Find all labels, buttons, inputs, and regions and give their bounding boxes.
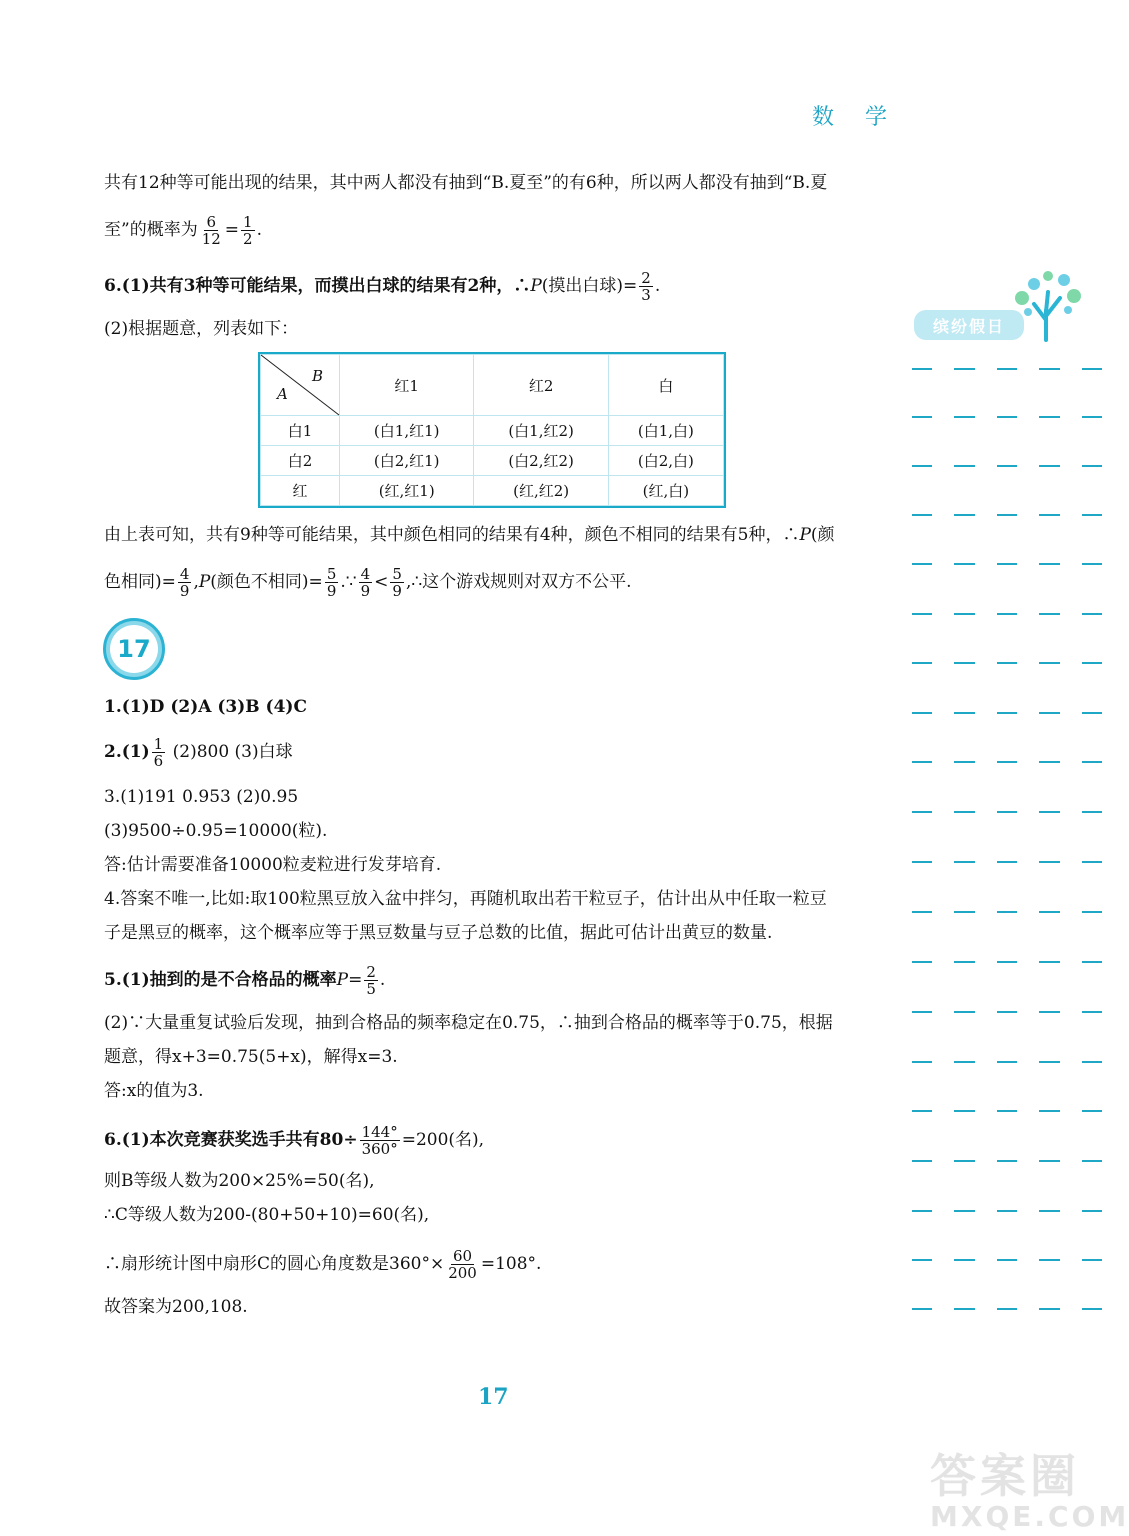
diagonal-line <box>261 355 339 415</box>
note-line <box>912 1110 1102 1112</box>
fraction <box>152 736 166 769</box>
page-number: 17 <box>478 1384 509 1410</box>
text-line: 答:估计需要准备10000粒麦粒进行发芽培育. <box>104 855 442 875</box>
text-span: (颜色不相同)= <box>210 572 323 592</box>
text-span: .∵ <box>340 572 357 592</box>
text-line: 子是黑豆的概率，这个概率应等于黑豆数量与豆子总数的比值，据此可估计出黄豆的数量. <box>104 923 773 943</box>
note-line <box>912 1061 1102 1063</box>
text-line: 1.(1)D (2)A (3)B (4)C <box>104 697 307 717</box>
fraction-den: 9 <box>360 582 371 600</box>
note-line <box>912 761 1102 763</box>
text-span: P <box>198 572 211 592</box>
note-line <box>912 613 1102 615</box>
text-line: (3)9500÷0.95=10000(粒). <box>104 821 328 841</box>
text-span: . <box>379 970 386 990</box>
fraction-num: 4 <box>360 565 371 583</box>
text-line: ∴C等级人数为200-(80+50+10)=60(名), <box>104 1205 430 1225</box>
text-line <box>104 566 632 599</box>
text-span: = <box>224 220 240 240</box>
text-line: 3.(1)191 0.953 (2)0.95 <box>104 787 299 807</box>
text-span: (颜 <box>810 525 835 545</box>
text-span: 由上表可知，共有9种等可能结果，其中颜色相同的结果有4种，颜色不相同的结果有5种，∴ <box>104 525 800 545</box>
corner-label-a: A <box>277 385 288 403</box>
table-header: 红2 <box>474 355 608 416</box>
table-cell: (白2,白) <box>608 446 723 476</box>
fraction-den: 9 <box>326 582 337 600</box>
text-line <box>104 1124 484 1157</box>
fraction-num: 144° <box>361 1123 398 1141</box>
fraction-num: 6 <box>206 213 217 231</box>
table-row <box>261 416 724 446</box>
table-cell: 白1 <box>261 416 340 446</box>
table-cell: 白2 <box>261 446 340 476</box>
note-line <box>912 1210 1102 1212</box>
fraction <box>241 214 255 247</box>
text-span: 6.(1)本次竞赛获奖选手共有80÷ <box>104 1130 358 1150</box>
fraction-num: 2 <box>641 269 651 287</box>
note-line <box>912 1259 1102 1261</box>
text-line: 则B等级人数为200×25%=50(名), <box>104 1171 375 1191</box>
fraction <box>364 964 378 997</box>
table-cell: (白2,红1) <box>340 446 474 476</box>
text-span: = <box>348 970 363 990</box>
fraction-num: 5 <box>326 565 337 583</box>
text-line: 4.答案不唯一,比如:取100粒黑豆放入盆中拌匀，再随机取出若干粒豆子，估计出从中任取一粒豆 <box>104 889 827 909</box>
corner-label-b: B <box>311 367 323 385</box>
text-span: P <box>799 525 811 545</box>
watermark <box>930 1440 1129 1533</box>
sidebar-banner: 缤纷假日 <box>914 310 1024 340</box>
text-span: ,∴这个游戏规则对双方不公平. <box>405 572 632 592</box>
fraction <box>178 566 192 599</box>
fraction-den: 360° <box>361 1140 398 1158</box>
fraction-den: 2 <box>243 230 253 248</box>
text-span: , <box>193 572 199 592</box>
fraction <box>390 566 404 599</box>
text-line <box>104 524 835 546</box>
fraction-den: 5 <box>366 980 376 998</box>
text-line: 共有12种等可能出现的结果，其中两人都没有抽到“B.夏至”的有6种，所以两人都没有抽到“B.夏 <box>104 173 828 193</box>
text-line: 答:x的值为3. <box>104 1081 204 1101</box>
fraction-num: 60 <box>452 1247 473 1265</box>
corner-cell <box>261 355 340 416</box>
text-span: =200(名), <box>401 1130 485 1150</box>
fraction-num: 1 <box>243 213 253 231</box>
text-span: 6.(1)共有3种等可能结果，而摸出白球的结果有2种，∴ <box>104 276 531 296</box>
text-line: (2)根据题意，列表如下： <box>104 319 299 339</box>
table-cell: (红,红1) <box>340 476 474 506</box>
text-span: . <box>256 220 262 240</box>
table-cell: (白2,红2) <box>474 446 608 476</box>
table-header: 白 <box>608 355 723 416</box>
table-cell: (红,红2) <box>474 476 608 506</box>
text-span: (摸出白球)= <box>541 276 638 296</box>
table-cell: (白1,白) <box>608 416 723 446</box>
fraction-num: 1 <box>153 735 164 753</box>
text-span: =108°. <box>480 1254 542 1274</box>
note-line <box>912 961 1102 963</box>
text-line <box>104 214 262 247</box>
text-line <box>104 736 293 769</box>
probability-table <box>258 352 726 508</box>
table-row <box>261 476 724 506</box>
note-line <box>912 911 1102 913</box>
table-row <box>261 446 724 476</box>
note-line <box>912 368 1102 370</box>
note-line <box>912 465 1102 467</box>
text-span: (2)800 (3)白球 <box>167 742 293 762</box>
note-line <box>912 712 1102 714</box>
fraction <box>360 1124 400 1157</box>
text-line: (2)∵大量重复试验后发现，抽到合格品的频率稳定在0.75，∴抽到合格品的概率等于0.75，根据 <box>104 1013 833 1033</box>
text-line: 故答案为200,108. <box>104 1297 248 1317</box>
section-number: 17 <box>110 625 158 673</box>
fraction-den: 3 <box>641 286 651 304</box>
text-span: 至”的概率为 <box>104 220 198 240</box>
note-line <box>912 514 1102 516</box>
note-line <box>912 861 1102 863</box>
text-span: . <box>654 276 661 296</box>
note-line <box>912 1160 1102 1162</box>
fraction <box>200 214 223 247</box>
text-line: 题意，得x+3=0.75(5+x)，解得x=3. <box>104 1047 398 1067</box>
text-line <box>104 1248 541 1281</box>
watermark-text: 答案圈 <box>930 1449 1080 1503</box>
text-line <box>104 964 385 997</box>
table <box>260 354 724 506</box>
text-span: 2.(1) <box>104 742 150 762</box>
text-span: < <box>374 572 389 592</box>
table-cell: (白1,红2) <box>474 416 608 446</box>
text-span: 5.(1)抽到的是不合格品的概率 <box>104 970 337 990</box>
fraction-num: 2 <box>366 963 376 981</box>
text-span: ∴扇形统计图中扇形C的圆心角度数是360°× <box>104 1254 445 1274</box>
note-line <box>912 662 1102 664</box>
note-line <box>912 811 1102 813</box>
fraction-den: 200 <box>448 1264 477 1282</box>
fraction <box>446 1248 479 1281</box>
subject-title: 数 学 <box>812 105 899 130</box>
watermark-url: MXQE.COM <box>930 1500 1129 1533</box>
fraction-den: 9 <box>392 582 402 600</box>
text-span: P <box>530 276 542 296</box>
fraction-den: 6 <box>153 752 164 770</box>
table-header: 红1 <box>340 355 474 416</box>
section-badge <box>103 618 165 680</box>
table-cell: 红 <box>261 476 340 506</box>
text-span: P <box>336 970 349 990</box>
fraction-den: 12 <box>201 230 221 248</box>
fraction-den: 9 <box>179 582 190 600</box>
table-header-row <box>261 355 724 416</box>
note-line <box>912 1011 1102 1013</box>
fraction-num: 5 <box>392 565 402 583</box>
fraction <box>639 270 653 303</box>
fraction <box>325 566 339 599</box>
note-line <box>912 416 1102 418</box>
text-line <box>104 270 660 303</box>
table-cell: (红,白) <box>608 476 723 506</box>
note-line <box>912 1308 1102 1310</box>
fraction <box>359 566 373 599</box>
text-span: 色相同)= <box>104 572 176 592</box>
fraction-num: 4 <box>179 565 190 583</box>
note-line <box>912 563 1102 565</box>
table-cell: (白1,红1) <box>340 416 474 446</box>
